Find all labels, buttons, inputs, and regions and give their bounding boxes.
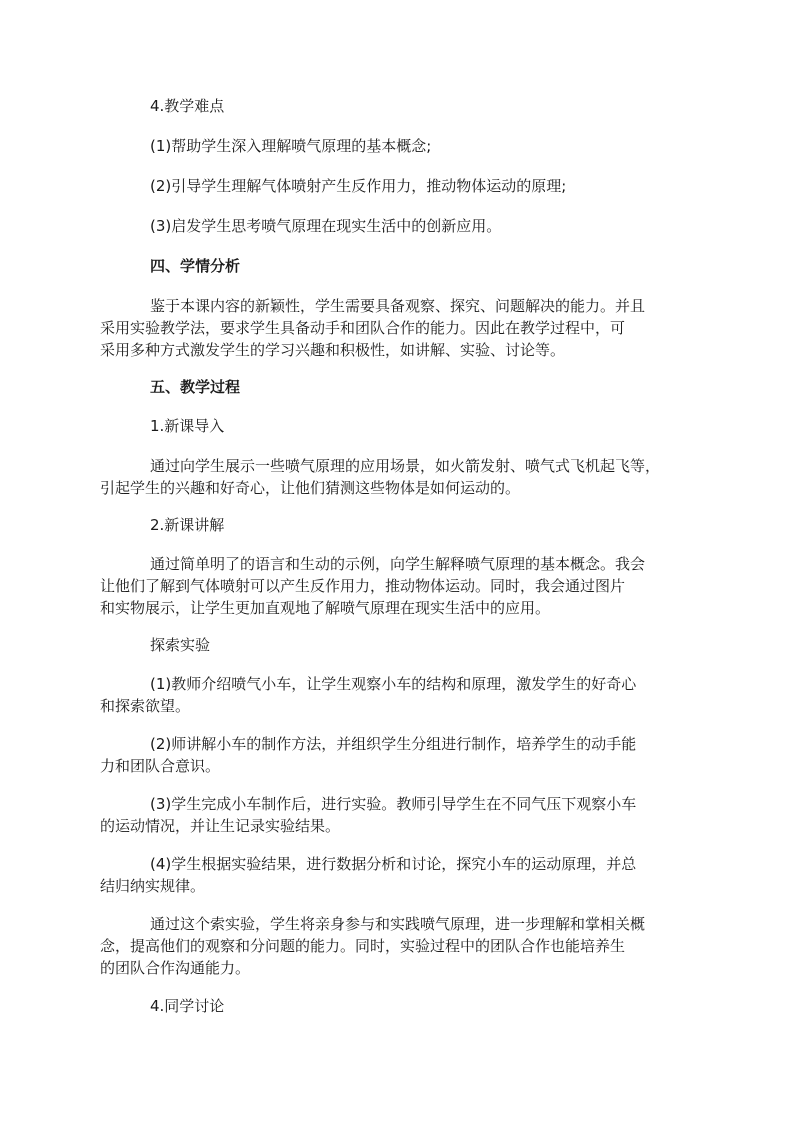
difficulty-item-2: (2)引导学生理解气体喷射产生反作用力，推动物体运动的原理; — [150, 177, 567, 195]
difficulty-title: 4.教学难点 — [150, 97, 225, 115]
analysis-line-1: 鉴于本课内容的新颖性，学生需要具备观察、探究、问题解决的能力。并且 — [150, 297, 646, 315]
explore-item-3-line-1: (3)学生完成小车制作后，进行实验。教师引导学生在不同气压下观察小车 — [150, 795, 637, 813]
intro-title: 1.新课导入 — [150, 417, 225, 435]
explore-title: 探索实验 — [150, 636, 211, 654]
explore-item-2-line-2: 力和团队合意识。 — [100, 757, 221, 775]
explore-item-1-line-1: (1)教师介绍喷气小车，让学生观察小车的结构和原理，激发学生的好奇心 — [150, 675, 637, 693]
difficulty-item-3: (3)启发学生思考喷气原理在现实生活中的创新应用。 — [150, 217, 502, 235]
explore-item-3-line-2: 的运动情况，并让生记录实验结果。 — [100, 817, 341, 835]
lecture-line-3: 和实物展示，让学生更加直观地了解喷气原理在现实生活中的应用。 — [100, 599, 551, 617]
lecture-line-1: 通过简单明了的语言和生动的示例，向学生解释喷气原理的基本概念。我会 — [150, 555, 646, 573]
analysis-line-3: 采用多种方式激发学生的学习兴趣和积极性，如讲解、实验、讨论等。 — [100, 341, 566, 359]
summary-line-2: 念，提高他们的观察和分问题的能力。同时，实验过程中的团队合作也能培养生 — [100, 937, 626, 955]
lecture-title: 2.新课讲解 — [150, 516, 225, 534]
summary-line-3: 的团队合作沟通能力。 — [100, 959, 251, 977]
intro-line-1: 通过向学生展示一些喷气原理的应用场景，如火箭发射、喷气式飞机起飞等， — [150, 457, 661, 475]
discussion-title: 4.同学讨论 — [150, 997, 225, 1015]
explore-item-4-line-2: 结归纳实规律。 — [100, 877, 206, 895]
explore-item-2-line-1: (2)师讲解小车的制作方法，并组织学生分组进行制作，培养学生的动手能 — [150, 735, 637, 753]
analysis-line-2: 采用实验教学法，要求学生具备动手和团队合作的能力。因此在教学过程中，可 — [100, 319, 626, 337]
explore-item-4-line-1: (4)学生根据实验结果，进行数据分析和讨论，探究小车的运动原理，并总 — [150, 855, 637, 873]
process-heading: 五、教学过程 — [150, 378, 241, 396]
explore-item-1-line-2: 和探索欲望。 — [100, 697, 191, 715]
intro-line-2: 引起学生的兴趣和好奇心，让他们猜测这些物体是如何运动的。 — [100, 479, 521, 497]
analysis-heading: 四、学情分析 — [150, 257, 241, 275]
summary-line-1: 通过这个索实验，学生将亲身参与和实践喷气原理，进一步理解和掌相关概 — [150, 915, 646, 933]
lecture-line-2: 让他们了解到气体喷射可以产生反作用力，推动物体运动。同时，我会通过图片 — [100, 577, 626, 595]
difficulty-item-1: (1)帮助学生深入理解喷气原理的基本概念; — [150, 137, 432, 155]
